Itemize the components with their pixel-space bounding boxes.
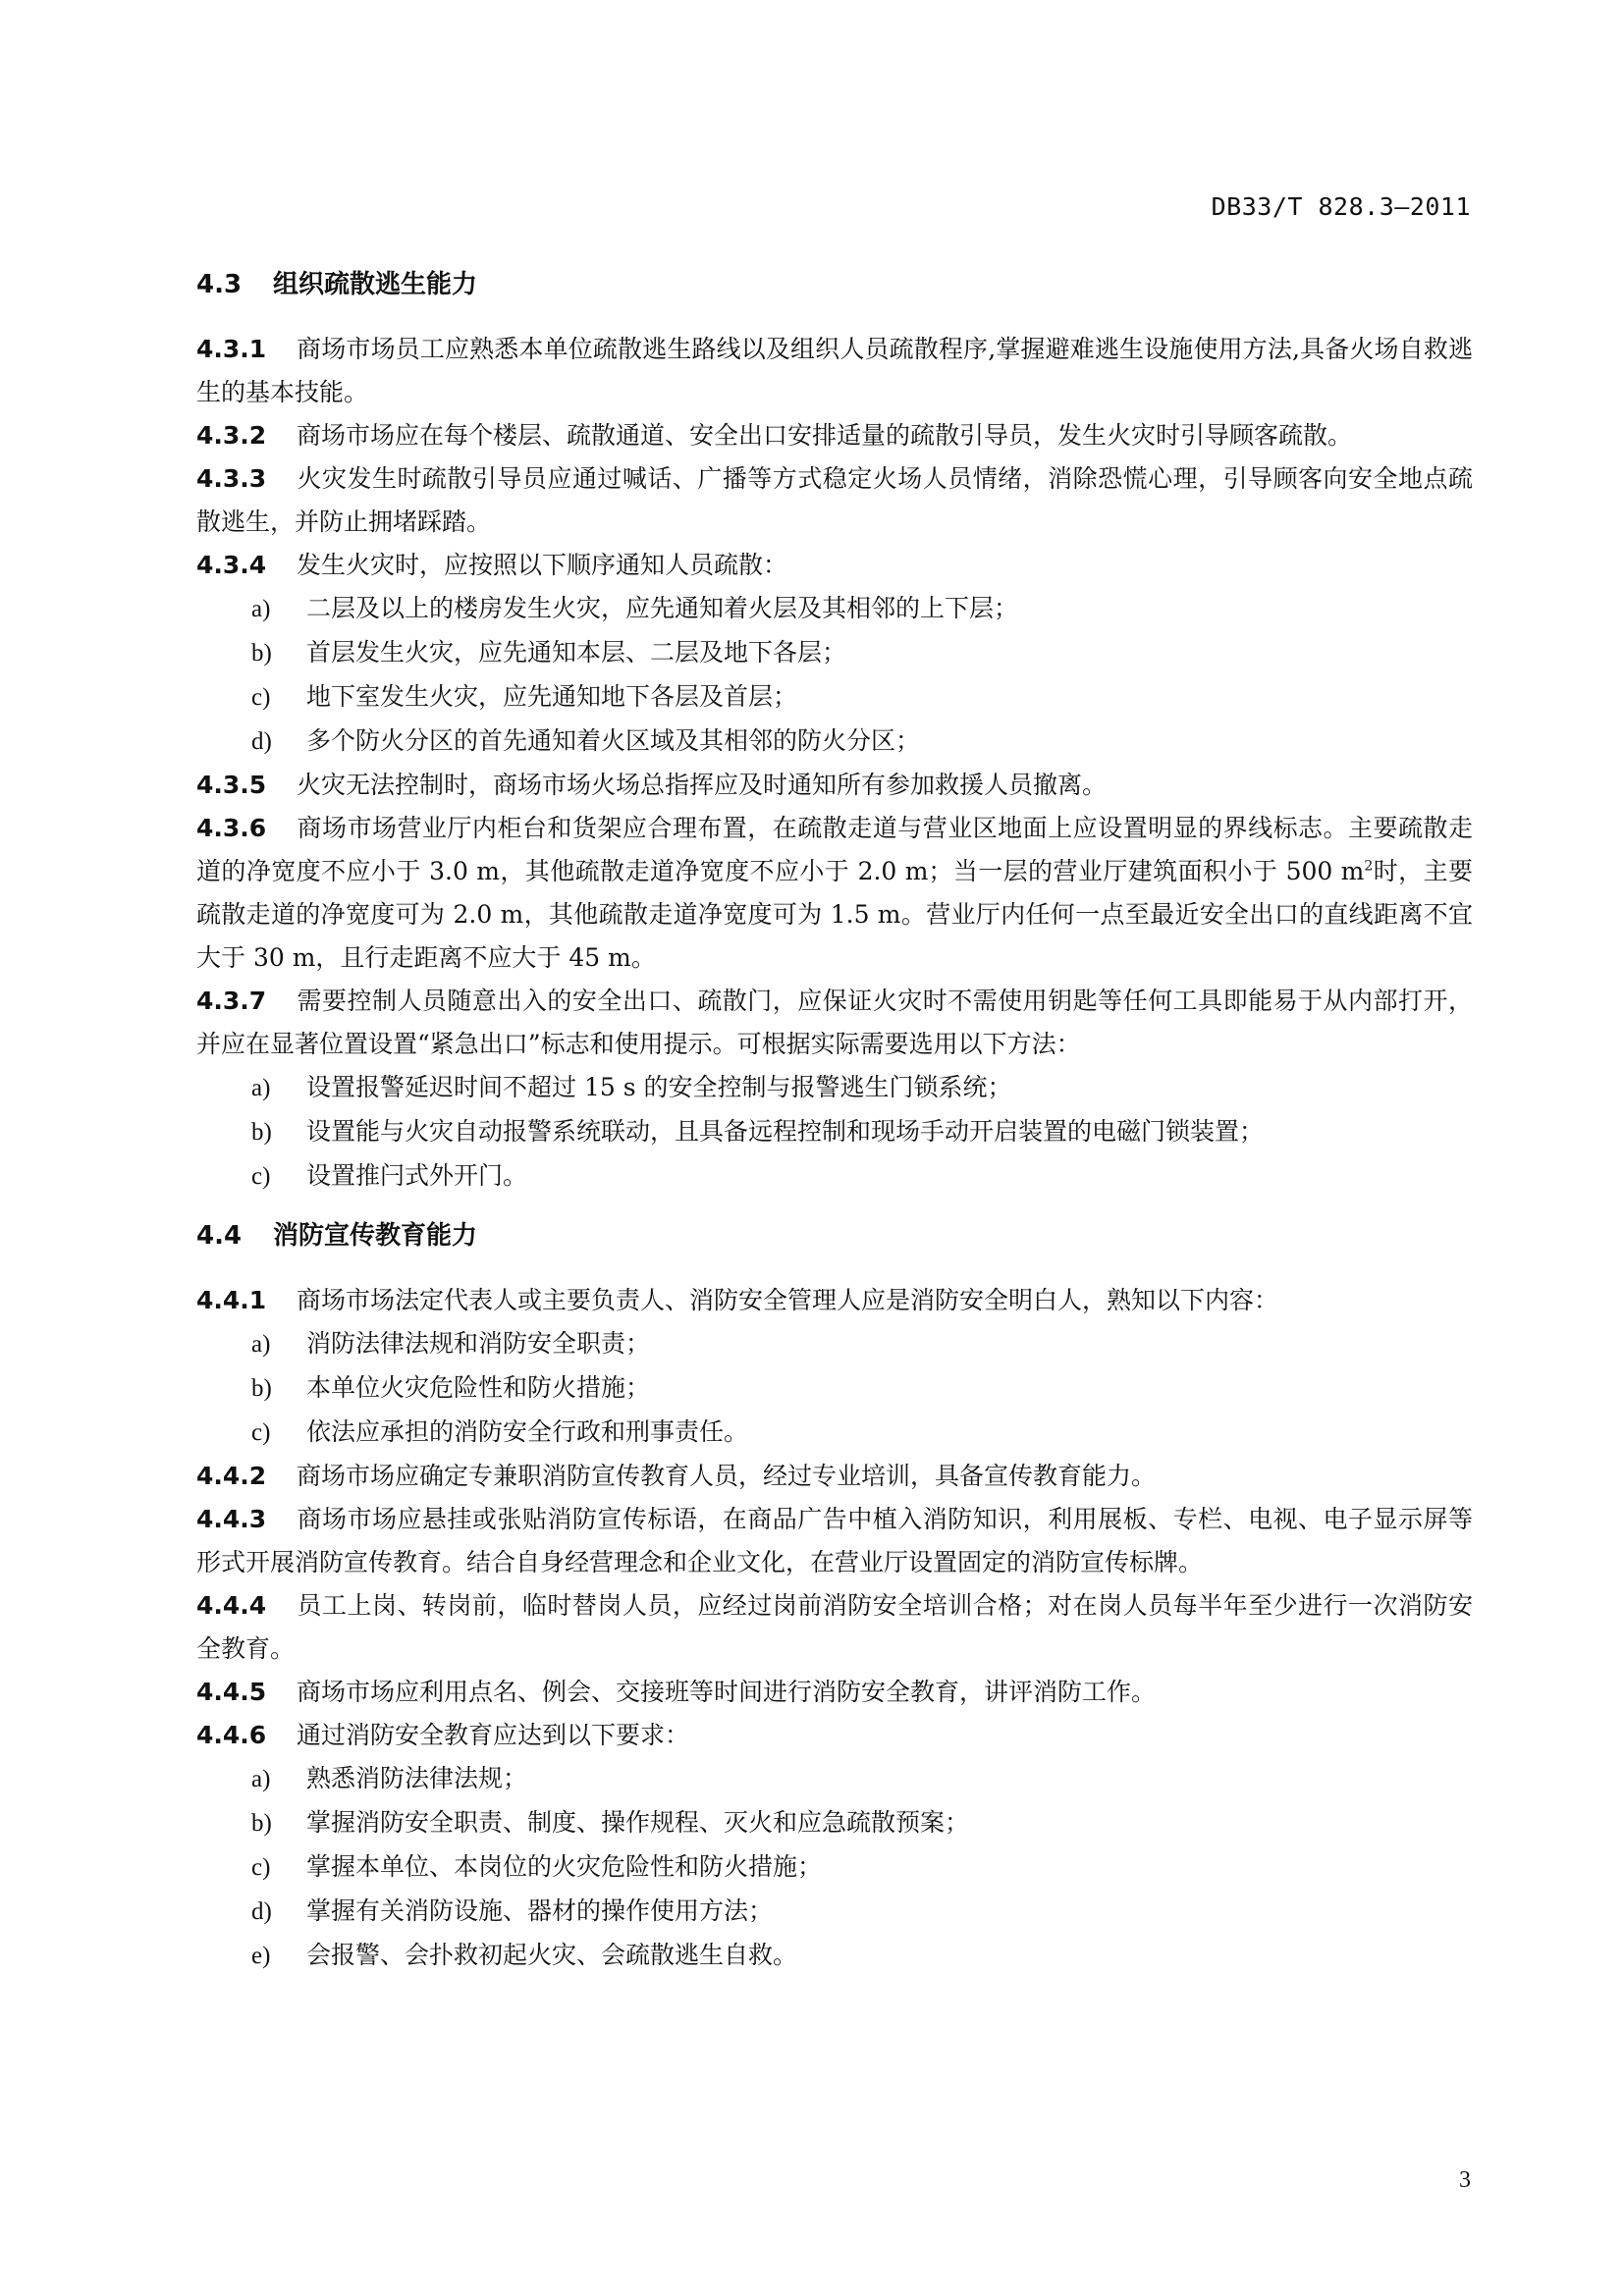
list-item-label: d) <box>251 1898 272 1925</box>
list-item-label: d) <box>251 728 272 755</box>
superscript: 2 <box>1364 858 1374 875</box>
list-item <box>196 675 1473 720</box>
clause-text: 火灾无法控制时，商场市场火场总指挥应及时通知所有参加救援人员撤离。 <box>297 771 1108 799</box>
list-item-label: a) <box>251 596 271 622</box>
clause-number: 4.4.5 <box>196 1678 267 1706</box>
list-item-label: c) <box>251 684 271 711</box>
clause-4-3-1 <box>196 328 1473 414</box>
clause-number: 4.3.7 <box>196 987 267 1015</box>
clause-number: 4.3.2 <box>196 421 267 450</box>
clause-4-4-4 <box>196 1584 1473 1671</box>
list-item-label: e) <box>251 1943 271 1969</box>
clause-number: 4.3.4 <box>196 551 267 579</box>
list-item <box>196 1154 1473 1199</box>
list-item-text: 熟悉消防法律法规； <box>306 1764 528 1792</box>
list-item <box>196 1934 1473 1978</box>
section-title: 消防宣传教育能力 <box>273 1221 478 1251</box>
clause-number: 4.4.4 <box>196 1591 267 1620</box>
clause-number: 4.3.1 <box>196 335 267 363</box>
list-item-text: 掌握消防安全职责、制度、操作规程、灭火和应急疏散预案； <box>306 1808 970 1837</box>
clause-4-3-6 <box>196 807 1473 980</box>
list-item-label: a) <box>251 1766 271 1792</box>
list-item-text: 设置推闩式外开门。 <box>306 1161 528 1190</box>
clause-text: 需要控制人员随意出入的安全出口、疏散门，应保证火灾时不需使用钥匙等任何工具即能易于从内部打开，并应在显著位置设置“紧急出口”标志和使用提示。可根据实际需要选用以下方法： <box>196 987 1473 1058</box>
clause-text: 商场市场应悬挂或张贴消防宣传标语，在商品广告中植入消防知识，利用展板、专栏、电视、电子显示屏等形式开展消防宣传教育。结合自身经营理念和企业文化，在营业厅设置固定的消防宣传标牌。 <box>196 1505 1473 1576</box>
clause-number: 4.3.5 <box>196 771 267 799</box>
list-item <box>196 1066 1473 1110</box>
section-title: 组织疏散逃生能力 <box>273 270 478 299</box>
clause-text: 员工上岗、转岗前，临时替岗人员，应经过岗前消防安全培训合格；对在岗人员每半年至少进行一次消防安全教育。 <box>196 1591 1473 1663</box>
clause-text: 商场市场营业厅内柜台和货架应合理布置，在疏散走道与营业区地面上应设置明显的界线标志。主要疏散走道的净宽度不应小于 3.0 m，其他疏散走道净宽度不应小于 2.0 m；当一层的营业厅建筑面积小于 500 m <box>196 814 1473 885</box>
clause-4-3-4 <box>196 544 1473 587</box>
section-number: 4.3 <box>196 270 243 299</box>
list-item <box>196 1322 1473 1366</box>
clause-number: 4.4.1 <box>196 1286 267 1314</box>
list-item-text: 多个防火分区的首先通知着火区域及其相邻的防火分区； <box>306 726 921 755</box>
list-item-text: 设置能与火灾自动报警系统联动，且具备远程控制和现场手动开启装置的电磁门锁装置； <box>306 1117 1265 1146</box>
list-item <box>196 720 1473 764</box>
clause-text: 通过消防安全教育应达到以下要求： <box>297 1721 690 1749</box>
list-item <box>196 1757 1473 1801</box>
clause-text: 发生火灾时，应按照以下顺序通知人员疏散： <box>297 551 788 579</box>
list-item-text: 首层发生火灾，应先通知本层、二层及地下各层； <box>306 638 847 667</box>
list-item <box>196 631 1473 675</box>
list-item-label: b) <box>251 1810 272 1837</box>
list-item-label: a) <box>251 1331 271 1358</box>
list-item-label: a) <box>251 1075 271 1101</box>
clause-4-3-5 <box>196 764 1473 807</box>
clause-number: 4.4.6 <box>196 1721 267 1749</box>
clause-number: 4.4.2 <box>196 1462 267 1490</box>
clause-4-3-2 <box>196 414 1473 457</box>
clause-number: 4.3.6 <box>196 814 267 842</box>
list-item-text: 消防法律法规和消防安全职责； <box>306 1329 651 1358</box>
list-item-text: 掌握本单位、本岗位的火灾危险性和防火措施； <box>306 1852 823 1881</box>
list-item-text: 会报警、会扑救初起火灾、会疏散逃生自救。 <box>306 1941 798 1969</box>
clause-text: 商场市场应在每个楼层、疏散通道、安全出口安排适量的疏散引导员，发生火灾时引导顾客疏散。 <box>297 421 1353 450</box>
list-item-label: b) <box>251 640 272 667</box>
clause-text: 商场市场应确定专兼职消防宣传教育人员，经过专业培训，具备宣传教育能力。 <box>297 1462 1157 1490</box>
list-item <box>196 1366 1473 1411</box>
clause-4-4-6 <box>196 1714 1473 1757</box>
section-number: 4.4 <box>196 1221 243 1251</box>
list-item-label: c) <box>251 1419 271 1446</box>
section-heading-4-4 <box>196 1214 1473 1257</box>
list-item-text: 掌握有关消防设施、器材的操作使用方法； <box>306 1896 774 1925</box>
list-item <box>196 587 1473 631</box>
clause-4-4-2 <box>196 1455 1473 1498</box>
clause-text: 商场市场应利用点名、例会、交接班等时间进行消防安全教育，讲评消防工作。 <box>297 1678 1157 1706</box>
list-item-text: 依法应承担的消防安全行政和刑事责任。 <box>306 1417 749 1446</box>
clause-4-4-5 <box>196 1671 1473 1714</box>
document-code: DB33/T 828.3—2011 <box>1211 192 1471 221</box>
list-item-text: 设置报警延迟时间不超过 15 s 的安全控制与报警逃生门锁系统； <box>306 1073 1012 1101</box>
clause-4-3-7 <box>196 980 1473 1066</box>
clause-text: 商场市场法定代表人或主要负责人、消防安全管理人应是消防安全明白人，熟知以下内容： <box>297 1286 1279 1314</box>
clause-4-4-1 <box>196 1279 1473 1322</box>
list-item <box>196 1845 1473 1890</box>
list-item <box>196 1110 1473 1154</box>
list-item-label: c) <box>251 1854 271 1881</box>
clause-text: 商场市场员工应熟悉本单位疏散逃生路线以及组织人员疏散程序,掌握避难逃生设施使用方法,具备火场自救逃生的基本技能。 <box>196 335 1473 406</box>
list-item-label: c) <box>251 1163 271 1190</box>
clause-text-continued: 时，主要疏散走道的净宽度可为 2.0 m，其他疏散走道净宽度可为 1.5 m。营业厅内任何一点至最近安全出口的直线距离不宜大于 30 m，且行走距离不应大于 45 m。 <box>196 857 1473 972</box>
list-item <box>196 1411 1473 1455</box>
section-heading-4-3 <box>196 263 1473 306</box>
clause-4-4-3 <box>196 1498 1473 1584</box>
list-item-label: b) <box>251 1375 272 1402</box>
clause-number: 4.3.3 <box>196 464 267 493</box>
clause-number: 4.4.3 <box>196 1505 267 1533</box>
page-number: 3 <box>1459 2167 1471 2193</box>
clause-4-3-3 <box>196 457 1473 544</box>
list-item-text: 本单位火灾危险性和防火措施； <box>306 1373 651 1402</box>
list-item <box>196 1801 1473 1845</box>
list-item <box>196 1890 1473 1934</box>
list-item-text: 二层及以上的楼房发生火灾，应先通知着火层及其相邻的上下层； <box>306 594 1019 622</box>
clause-text: 火灾发生时疏散引导员应通过喊话、广播等方式稳定火场人员情绪，消除恐慌心理，引导顾客向安全地点疏散逃生，并防止拥堵踩踏。 <box>196 464 1473 536</box>
list-item-label: b) <box>251 1119 272 1146</box>
document-body <box>196 259 1473 1978</box>
list-item-text: 地下室发生火灾，应先通知地下各层及首层； <box>306 682 798 711</box>
